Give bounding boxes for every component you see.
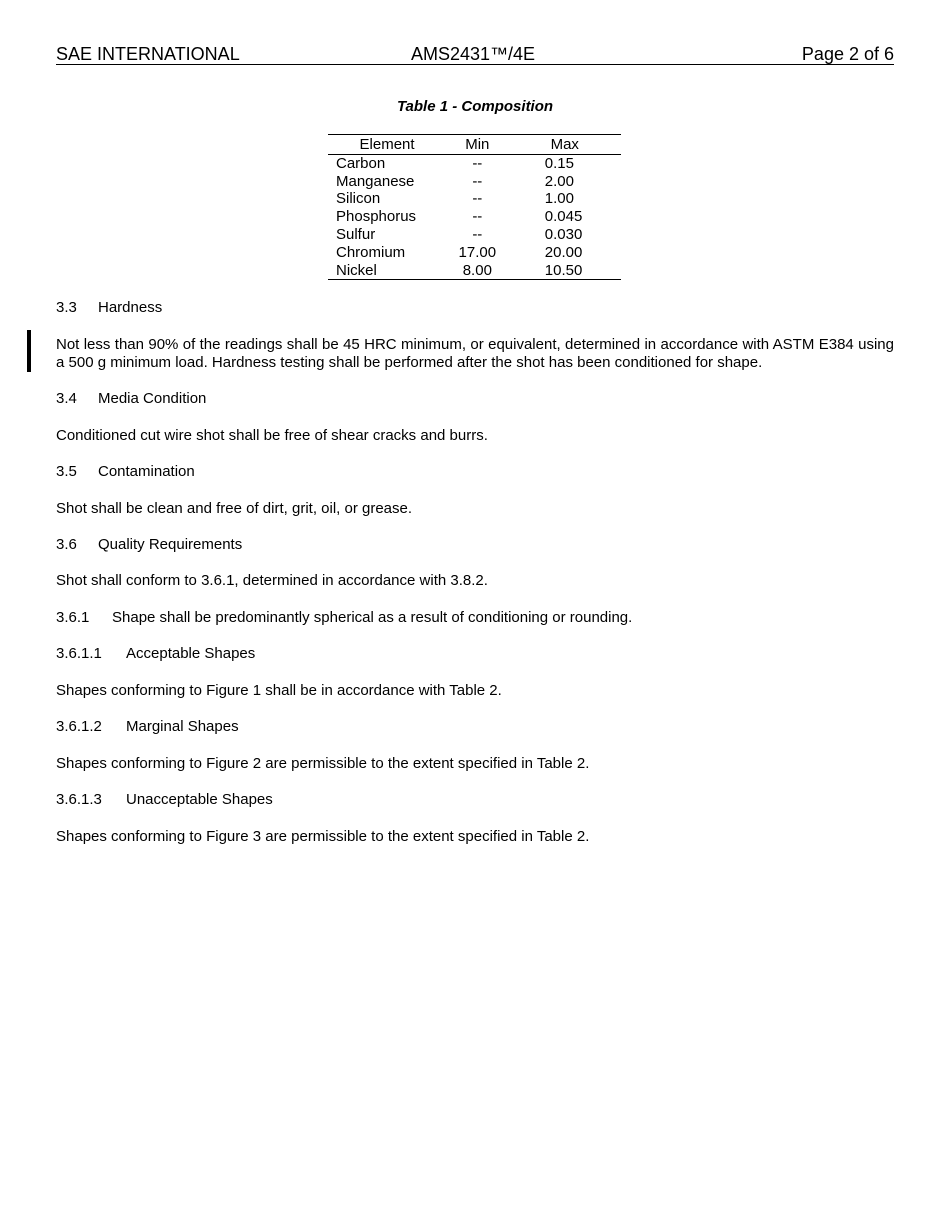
table-row [328,173,621,191]
cell-max: 20.00 [544,243,583,261]
section-3-6-text: Shot shall conform to 3.6.1, determined in accordance with 3.8.2. [56,572,488,589]
section-number: 3.6.1.3 [56,791,102,808]
table-row [328,190,621,208]
table-row [328,244,621,262]
section-title: Shape shall be predominantly spherical as a result of conditioning or rounding. [112,609,633,626]
cell-max: 0.030 [544,225,583,243]
section-title: Marginal Shapes [126,718,239,735]
cell-element: Phosphorus [336,208,417,226]
section-title: Unacceptable Shapes [126,791,273,808]
section-3-6-1-1-heading [56,645,255,663]
table-row [328,154,621,172]
section-number: 3.6.1 [56,609,90,626]
page-header [56,44,894,65]
section-title: Quality Requirements [98,536,243,553]
cell-min: -- [472,154,483,172]
table-1-title: Table 1 - Composition [396,98,554,115]
cell-max: 10.50 [544,261,583,279]
cell-min: 17.00 [458,243,497,261]
cell-max: 2.00 [544,172,574,190]
section-3-6-1-3-text: Shapes conforming to Figure 3 are permissible to the extent specified in Table 2. [56,828,590,845]
revision-change-bar [27,330,31,372]
cell-element: Chromium [336,243,406,261]
cell-min: -- [472,208,483,226]
section-3-3-heading [56,299,162,317]
section-3-6-1-2-text: Shapes conforming to Figure 2 are permissible to the extent specified in Table 2. [56,755,590,772]
cell-max: 1.00 [544,190,574,208]
composition-table [328,134,621,280]
section-number: 3.5 [56,463,77,480]
section-number: 3.4 [56,390,77,407]
cell-min: -- [472,190,483,208]
section-3-6-1-1-text: Shapes conforming to Figure 1 shall be in accordance with Table 2. [56,682,502,699]
cell-element: Manganese [336,172,415,190]
cell-min: -- [472,172,483,190]
section-3-5-text: Shot shall be clean and free of dirt, grit, oil, or grease. [56,500,413,517]
cell-max: 0.15 [544,154,574,172]
section-title: Media Condition [98,390,207,407]
table-row [328,208,621,226]
section-number: 3.3 [56,299,77,316]
header-page-number: Page 2 of 6 [801,44,894,64]
cell-element: Silicon [336,190,381,208]
section-3-6-1-heading [56,609,632,627]
section-3-5-heading [56,463,195,481]
section-3-6-1-3-heading [56,791,273,809]
column-header-max: Max [509,135,621,155]
section-number: 3.6 [56,536,77,553]
table-header-row [328,135,621,155]
table-row [328,226,621,244]
section-3-4-heading [56,390,206,408]
cell-max: 0.045 [544,208,583,226]
column-header-element: Element [328,135,446,155]
cell-min: 8.00 [446,262,508,280]
section-3-4-text: Conditioned cut wire shot shall be free of shear cracks and burrs. [56,427,488,444]
cell-min: -- [472,225,483,243]
section-3-3-text: Not less than 90% of the readings shall be 45 HRC minimum, or equivalent, determined in accordance with ASTM E384 using a 500 g minimum load. Hardness testing shall be performed after the shot has been conditioned for shape. [56,336,894,371]
cell-element: Carbon [336,154,386,172]
header-document-id: AMS2431™/4E [411,44,536,64]
column-header-min: Min [446,135,508,155]
section-title: Hardness [98,299,163,316]
section-title: Acceptable Shapes [126,645,256,662]
table-row [328,262,621,280]
header-organization: SAE INTERNATIONAL [56,44,240,64]
section-3-6-1-2-heading [56,718,239,736]
section-number: 3.6.1.2 [56,718,102,735]
section-3-6-heading [56,536,242,554]
section-number: 3.6.1.1 [56,645,102,662]
cell-element: Nickel [328,262,446,280]
cell-element: Sulfur [336,225,376,243]
section-title: Contamination [98,463,195,480]
